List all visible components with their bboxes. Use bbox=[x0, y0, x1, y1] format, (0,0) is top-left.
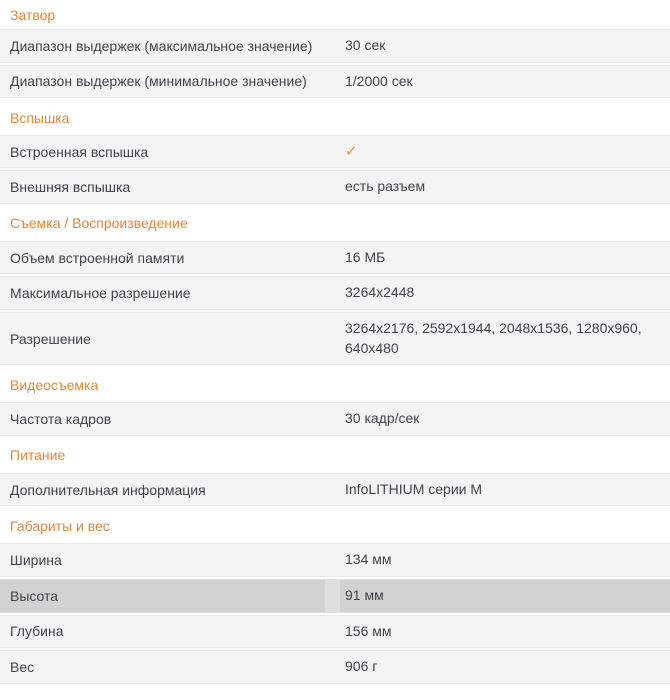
spec-row[interactable] bbox=[0, 473, 670, 507]
section-rows bbox=[0, 241, 670, 365]
spec-label: Частота кадров bbox=[10, 410, 112, 427]
section-rows bbox=[0, 473, 670, 507]
section-rows bbox=[0, 543, 670, 683]
spec-value: 30 кадр/сек bbox=[345, 410, 420, 427]
spec-row[interactable] bbox=[0, 135, 670, 168]
spec-value: есть разъем bbox=[345, 178, 426, 195]
spec-value: 134 мм bbox=[345, 551, 392, 568]
spec-row[interactable] bbox=[0, 65, 670, 99]
spec-row[interactable] bbox=[0, 170, 670, 204]
spec-section bbox=[0, 100, 670, 204]
section-title: Видеосъемка bbox=[0, 367, 670, 402]
section-title: Питание bbox=[0, 438, 670, 473]
spec-section bbox=[0, 0, 670, 98]
spec-row[interactable] bbox=[0, 312, 670, 365]
section-title: Затвор bbox=[0, 0, 670, 29]
spec-value: 3264x2176, 2592x1944, 2048x1536, 1280x960, 640x480 bbox=[345, 319, 642, 356]
spec-row[interactable] bbox=[0, 543, 670, 577]
spec-label: Ширина bbox=[10, 552, 62, 569]
spec-row[interactable] bbox=[0, 29, 670, 63]
spec-value: 91 мм bbox=[340, 580, 670, 612]
spec-label: Дополнительная информация bbox=[10, 481, 206, 498]
check-icon: ✓ bbox=[345, 143, 358, 161]
spec-value: InfoLITHIUM серии M bbox=[345, 480, 483, 497]
spec-label: Встроенная вспышка bbox=[10, 143, 149, 160]
spec-label: Разрешение bbox=[10, 330, 91, 347]
spec-section bbox=[0, 367, 670, 436]
spec-value: 3264x2448 bbox=[345, 284, 415, 301]
section-rows bbox=[0, 29, 670, 98]
spec-section bbox=[0, 508, 670, 683]
spec-value: 1/2000 сек bbox=[345, 72, 413, 89]
spec-label: Вес bbox=[10, 658, 35, 675]
spec-label: Диапазон выдержек (минимальное значение) bbox=[10, 73, 307, 90]
spec-row[interactable] bbox=[0, 402, 670, 436]
spec-row[interactable] bbox=[0, 241, 670, 275]
spec-value bbox=[340, 136, 670, 167]
spec-label: Высота bbox=[0, 580, 325, 612]
spec-value: 30 сек bbox=[345, 37, 386, 53]
section-rows bbox=[0, 402, 670, 436]
section-title: Габариты и вес bbox=[0, 508, 670, 543]
spec-label: Глубина bbox=[10, 623, 64, 640]
section-rows bbox=[0, 135, 670, 204]
spec-row[interactable] bbox=[0, 579, 670, 613]
spec-label: Внешняя вспышка bbox=[10, 178, 131, 195]
section-title: Вспышка bbox=[0, 100, 670, 135]
spec-label: Максимальное разрешение bbox=[10, 285, 191, 302]
spec-value: 906 г bbox=[345, 658, 378, 675]
spec-value: 156 мм bbox=[345, 622, 392, 639]
section-title: Съемка / Воспроизведение bbox=[0, 206, 670, 241]
spec-label: Диапазон выдержек (максимальное значение) bbox=[10, 37, 313, 54]
spec-row[interactable] bbox=[0, 276, 670, 310]
spec-row[interactable] bbox=[0, 650, 670, 684]
spec-section bbox=[0, 438, 670, 507]
spec-row[interactable] bbox=[0, 615, 670, 649]
spec-value: 16 МБ bbox=[345, 248, 386, 265]
spec-label: Объем встроенной памяти bbox=[10, 249, 185, 266]
spec-section bbox=[0, 206, 670, 365]
